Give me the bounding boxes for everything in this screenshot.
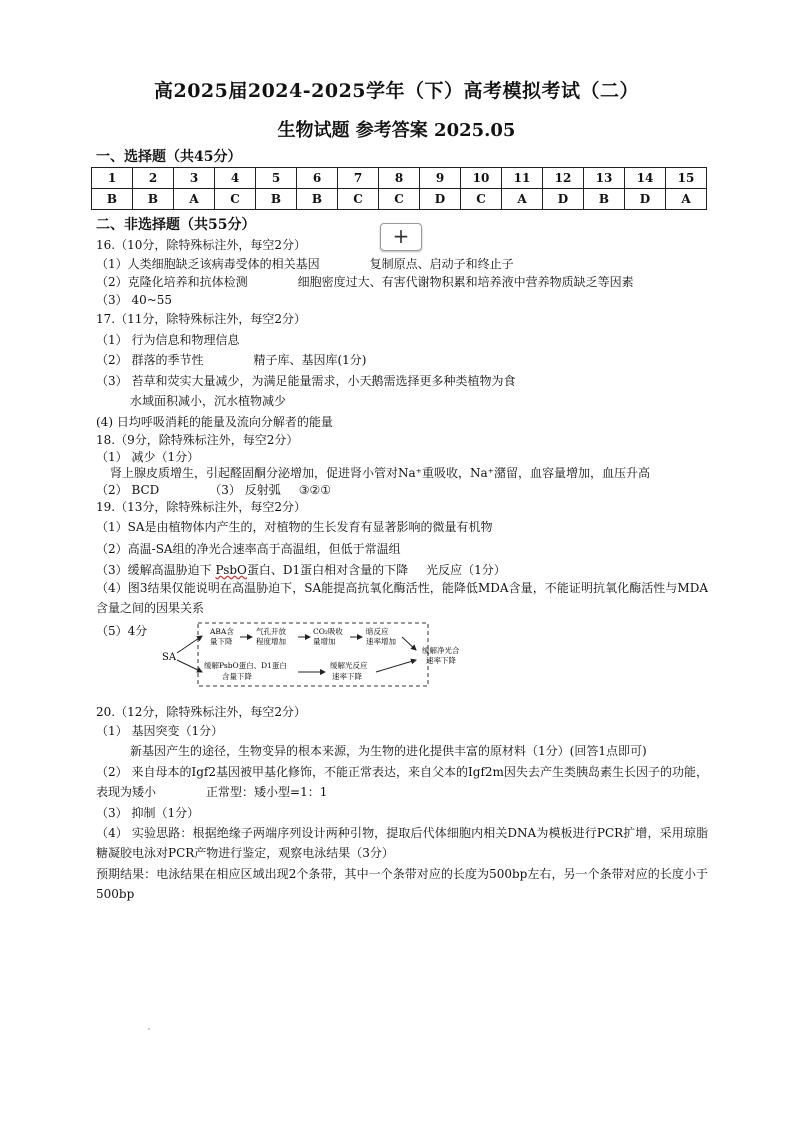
question-number: 6 — [297, 168, 338, 189]
diagram-node-co2-1: CO₂吸收 — [313, 627, 343, 636]
question-number: 9 — [420, 168, 461, 189]
diagram-node-aba-1: ABA含 — [210, 627, 234, 636]
q19-answer-5: （5）4分 — [96, 624, 148, 638]
q16-answer-3: （3） 40~55 — [96, 293, 173, 307]
q17-heading: 17.（11分，除特殊标注外，每空2分） — [96, 312, 306, 326]
q17-answer-1: （1） 行为信息和物理信息 — [96, 333, 240, 347]
question-number: 4 — [215, 168, 256, 189]
q19-answer-4: （4）图3结果仅能说明在高温胁迫下，SA能提高抗氧化酶活性，能降低MDA含量，不能证明抗氧化酶活性与MDA含量之间的因果关系 — [96, 581, 708, 615]
q16-answer-2: （2）克隆化培养和抗体检测 细胞密度过大、有害代谢物积累和培养液中营养物质缺乏等因素 — [96, 275, 634, 289]
q18-heading: 18.（9分，除特殊标注外，每空2分） — [96, 433, 299, 447]
q20-answer-1: （1） 基因突变（1分） — [96, 724, 224, 738]
answer-cell: C — [461, 189, 502, 210]
answer-cell: B — [92, 189, 133, 210]
exam-subtitle: 生物试题 参考答案 2025.05 — [277, 120, 516, 141]
section-nonchoice-title: 二、非选择题（共55分） — [96, 217, 256, 233]
answer-table-answer-row — [92, 189, 707, 210]
question-number: 13 — [584, 168, 625, 189]
question-number: 15 — [666, 168, 707, 189]
q16-heading: 16.（10分，除特殊标注外，每空2分） — [96, 238, 306, 252]
q19-answer-2: （2）高温-SA组的净光合速率高于高温组，但低于常温组 — [96, 542, 401, 556]
q20-answer-3: （3） 抑制（1分） — [96, 806, 200, 820]
arrow-sa-to-aba — [177, 636, 202, 653]
answer-cell: C — [215, 189, 256, 210]
q20-answer-2: （2） 来自母本的Igf2基因被甲基化修饰，不能正常表达，来自父本的Igf2m因失去产生类胰岛素生长因子的功能，表现为矮小 正常型：矮小型=1：1 — [96, 765, 708, 799]
answer-table-number-row — [92, 168, 707, 189]
diagram-node-light-1: 缓解光反应 — [330, 661, 368, 670]
answer-cell: D — [625, 189, 666, 210]
diagram-sa-label: SA — [162, 652, 177, 663]
diagram-node-aba-2: 量下降 — [210, 637, 233, 646]
diagram-node-light-2: 速率下降 — [332, 672, 362, 681]
q19-heading: 19.（13分，除特殊标注外，每空2分） — [96, 500, 306, 514]
question-number: 1 — [92, 168, 133, 189]
question-number: 7 — [338, 168, 379, 189]
expand-button[interactable]: + — [380, 223, 422, 251]
section-choice-title: 一、选择题（共45分） — [96, 149, 242, 165]
answer-cell: D — [420, 189, 461, 210]
question-number: 12 — [543, 168, 584, 189]
question-number: 8 — [379, 168, 420, 189]
q17-answer-4: (4) 日均呼吸消耗的能量及流向分解者的能量 — [96, 415, 333, 429]
diagram-node-co2-2: 量增加 — [313, 637, 336, 646]
arrow-light-to-net — [376, 660, 416, 672]
diagram-node-psbo-1: 缓解PsbO蛋白、D1蛋白 — [204, 661, 287, 670]
question-number: 10 — [461, 168, 502, 189]
answer-cell: C — [379, 189, 420, 210]
q20-answer-1b: 新基因产生的途径，生物变异的根本来源，为生物的进化提供丰富的原材料（1分）(回答1点即可) — [130, 744, 647, 758]
diagram-node-dark-2: 速率增加 — [366, 637, 396, 646]
question-number: 3 — [174, 168, 215, 189]
question-number: 11 — [502, 168, 543, 189]
answer-cell: A — [174, 189, 215, 210]
diagram-node-psbo-2: 含量下降 — [222, 672, 252, 681]
question-number: 2 — [133, 168, 174, 189]
q19-answer-3: （3）缓解高温胁迫下 PsbO蛋白、D1蛋白相对含量的下降 光反应（1分） — [96, 563, 506, 577]
answer-cell: B — [584, 189, 625, 210]
diagram-node-dark-1: 暗反应 — [366, 627, 389, 636]
q18-answer-2: （2） BCD （3） 反射弧 ③②① — [96, 483, 332, 497]
answer-cell: A — [666, 189, 707, 210]
q17-answer-2: （2） 群落的季节性 精子库、基因库(1分) — [96, 353, 367, 367]
q18-answer-1: （1） 减少（1分） — [96, 450, 200, 464]
arrow-dark-to-net — [402, 637, 416, 650]
diagram-node-stomata-1: 气孔开放 — [256, 627, 286, 636]
q17-answer-3: （3） 苔草和荧实大量减少，为满足能量需求，小天鹅需选择更多种类植物为食 — [96, 374, 516, 388]
exam-title: 高2025届2024-2025学年（下）高考模拟考试（二） — [153, 80, 640, 102]
answer-cell: C — [338, 189, 379, 210]
diagram-node-net-1: 缓解净光合 — [422, 646, 460, 655]
q17-answer-3b: 水域面积减小，沉水植物减少 — [130, 394, 287, 408]
answer-cell: B — [256, 189, 297, 210]
answer-cell: D — [543, 189, 584, 210]
question-number: 14 — [625, 168, 666, 189]
q20-expected-result: 预期结果：电泳结果在相应区域出现2个条带，其中一个条带对应的长度为500bp左右，另一个条带对应的长度小于500bp — [96, 867, 708, 901]
diagram-node-net-2: 速率下降 — [426, 656, 456, 665]
answer-cell: B — [133, 189, 174, 210]
diagram-node-stomata-2: 程度增加 — [256, 637, 286, 646]
answer-cell: B — [297, 189, 338, 210]
question-number: 5 — [256, 168, 297, 189]
sa-mechanism-diagram — [150, 620, 480, 690]
scan-dot — [148, 1028, 150, 1030]
q18-answer-1b: 肾上腺皮质增生，引起醛固酮分泌增加，促进肾小管对Na⁺重吸收，Na⁺潴留，血容量增加，血压升高 — [110, 466, 650, 480]
answer-table — [91, 167, 707, 210]
q16-answer-1: （1）人类细胞缺乏该病毒受体的相关基因 复制原点、启动子和终止子 — [96, 257, 514, 271]
q20-heading: 20.（12分，除特殊标注外，每空2分） — [96, 705, 306, 719]
q20-answer-4: （4） 实验思路：根据绝缘子两端序列设计两种引物，提取后代体细胞内相关DNA为模板进行PCR扩增，采用琼脂糖凝胶电泳对PCR产物进行鉴定，观察电泳结果（3分） — [96, 826, 708, 860]
answer-cell: A — [502, 189, 543, 210]
q19-answer-1: （1）SA是由植物体内产生的，对植物的生长发育有显著影响的微量有机物 — [96, 520, 493, 534]
